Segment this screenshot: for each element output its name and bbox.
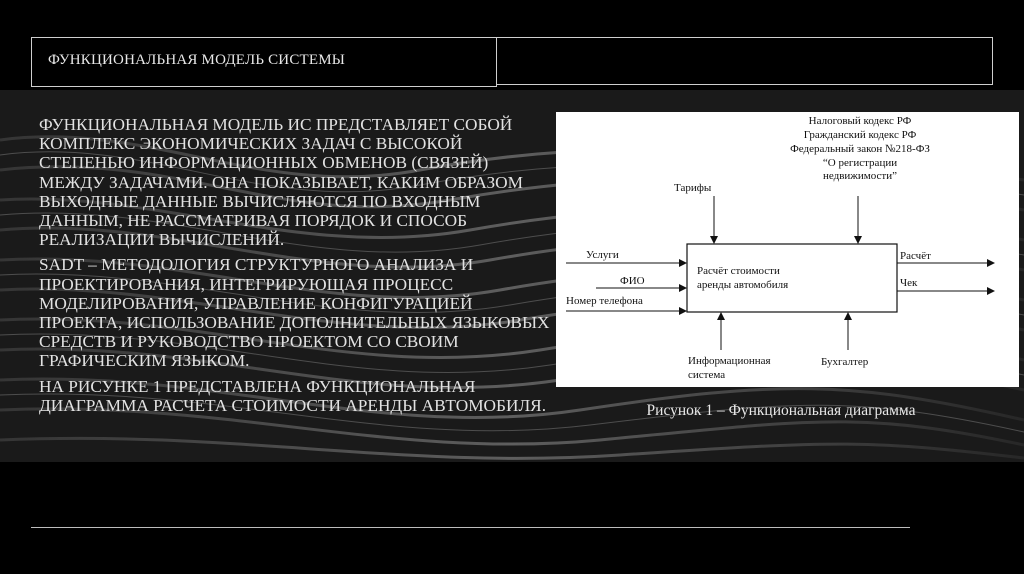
input-label-fio: ФИО — [620, 275, 645, 287]
paragraph-sadt: SADT – МЕТОДОЛОГИЯ СТРУКТУРНОГО АНАЛИЗА И ПРОЕКТИРОВАНИЯ, ИНТЕГРИРУЮЩАЯ ПРОЦЕСС МОДЕЛИРОВАНИЯ, УПРАВЛЕНИЕ КОНФИГУРАЦИЕЙ ПРОЕКТА, ИСПОЛЬЗОВАНИЕ ДОПОЛНИТЕЛЬНЫХ ЯЗЫКОВЫХ СРЕДСТВ И РУКОВОДСТВО ПРОЕКТОМ СО СВОИМ ГРАФИЧЕСКИМ ЯЗЫКОМ. — [39, 255, 550, 371]
mechanism-label-accountant: Бухгалтер — [821, 356, 869, 368]
paragraph-figure-ref: НА РИСУНКЕ 1 ПРЕДСТАВЛЕНА ФУНКЦИОНАЛЬНАЯ ДИАГРАММА РАСЧЕТА СТОИМОСТИ АРЕНДЫ АВТОМОБИЛЯ. — [39, 376, 547, 415]
output-label-calc: Расчёт — [900, 250, 931, 262]
control-label-1: Налоговый кодекс РФ — [808, 115, 912, 127]
process-label-line1: Расчёт стоимости — [697, 265, 780, 277]
bottom-divider — [31, 527, 910, 528]
paragraph-definition: ФУНКЦИОНАЛЬНАЯ МОДЕЛЬ ИС ПРЕДСТАВЛЯЕТ СОБОЙ КОМПЛЕКС ЭКОНОМИЧЕСКИХ ЗАДАЧ С ВЫСОКОЙ СТЕПЕНЬЮ ИНФОРМАЦИОННЫХ ОБМЕНОВ (СВЯЗЕЙ) МЕЖДУ ЗАДАЧАМИ. ОНА ПОКАЗЫВАЕТ, КАКИМ ОБРАЗОМ ВЫХОДНЫЕ ДАННЫЕ ВЫЧИСЛЯЮТСЯ ПО ВХОДНЫМ ДАННЫМ, НЕ РАССМАТРИВАЯ ПОРЯДОК И СПОСОБ РЕАЛИЗАЦИИ ВЫЧИСЛЕНИЙ. — [39, 115, 523, 250]
control-label-3: Федеральный закон №218-ФЗ — [790, 143, 930, 155]
control-label-2: Гражданский кодекс РФ — [803, 129, 917, 141]
control-label-tariffs: Тарифы — [674, 182, 712, 194]
input-label-services: Услуги — [586, 249, 619, 261]
process-label-line2: аренды автомобиля — [697, 279, 789, 291]
figure-caption: Рисунок 1 – Функциональная диаграмма — [646, 402, 916, 419]
control-label-4: “О регистрации — [822, 157, 898, 169]
functional-diagram — [556, 112, 1019, 387]
input-label-phone: Номер телефона — [566, 295, 643, 307]
body-text — [39, 115, 554, 421]
control-label-5: недвижимости” — [823, 170, 897, 182]
output-label-receipt: Чек — [900, 277, 918, 289]
slide-title: ФУНКЦИОНАЛЬНАЯ МОДЕЛЬ СИСТЕМЫ — [48, 52, 346, 68]
process-box — [687, 244, 897, 312]
mechanism-label-is-line2: система — [688, 369, 726, 381]
mechanism-label-is-line1: Информационная — [688, 355, 771, 367]
